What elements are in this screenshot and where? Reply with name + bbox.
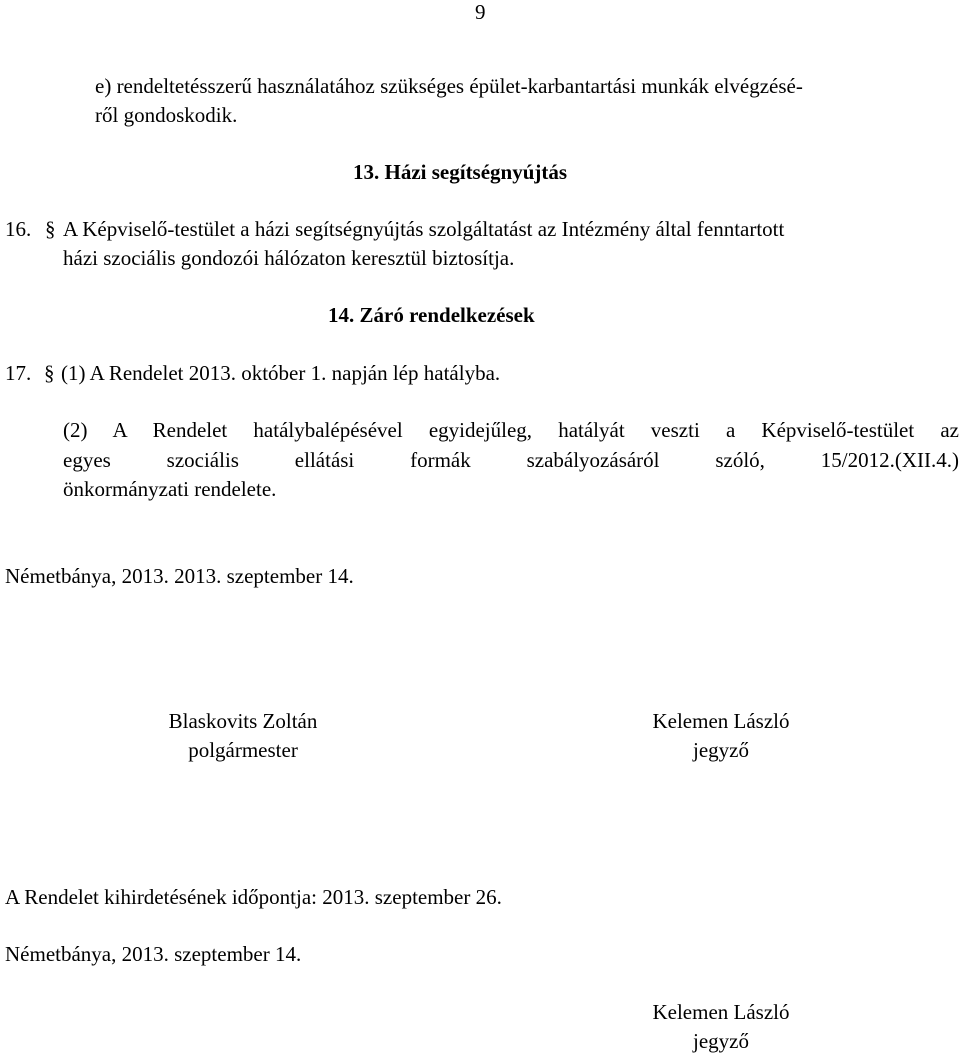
place-date-2: Németbánya, 2013. szeptember 14.	[5, 942, 302, 966]
final-signature	[601, 998, 841, 1056]
section-16-line-1: A Képviselő-testület a házi segítségnyújtás szolgáltatást az Intézmény által fenntartott	[63, 217, 785, 241]
paragraph-2-line-2: egyes szociális ellátási formák szabályozásáról szóló, 15/2012.(XII.4.)	[63, 448, 959, 472]
signature-notary-title: jegyző	[693, 738, 749, 762]
section-16-line-2: házi szociális gondozói hálózaton keresztül biztosítja.	[63, 246, 515, 270]
signature-notary	[601, 707, 841, 765]
heading-13: 13. Házi segítségnyújtás	[353, 160, 568, 184]
place-date-1: Németbánya, 2013. 2013. szeptember 14.	[5, 564, 354, 588]
page-number: 9	[475, 0, 486, 24]
section-17-sign: §	[44, 361, 55, 385]
promulgation-date: A Rendelet kihirdetésének időpontja: 2013. szeptember 26.	[5, 885, 502, 909]
paragraph-2-line-3: önkormányzati rendelete.	[63, 477, 277, 501]
signature-mayor	[123, 707, 363, 765]
paragraph-2-line-1: (2) A Rendelet hatálybalépésével egyidejűleg, hatályát veszti a Képviselő-testület az	[63, 418, 959, 442]
section-17-number: 17.	[5, 361, 32, 385]
signature-mayor-title: polgármester	[188, 738, 298, 762]
section-16-sign: §	[45, 217, 56, 241]
signature-mayor-name: Blaskovits Zoltán	[168, 709, 318, 733]
final-signature-name: Kelemen László	[652, 1000, 790, 1024]
signature-notary-name: Kelemen László	[652, 709, 790, 733]
heading-14: 14. Záró rendelkezések	[328, 303, 535, 327]
section-16-number: 16.	[5, 217, 32, 241]
section-17-text: (1) A Rendelet 2013. október 1. napján lép hatályba.	[61, 361, 501, 385]
section-e-line-1: e) rendeltetésszerű használatához szükséges épület-karbantartási munkák elvégzésé-	[95, 74, 803, 98]
final-signature-title: jegyző	[693, 1029, 749, 1053]
section-e-line-2: ről gondoskodik.	[95, 103, 238, 127]
